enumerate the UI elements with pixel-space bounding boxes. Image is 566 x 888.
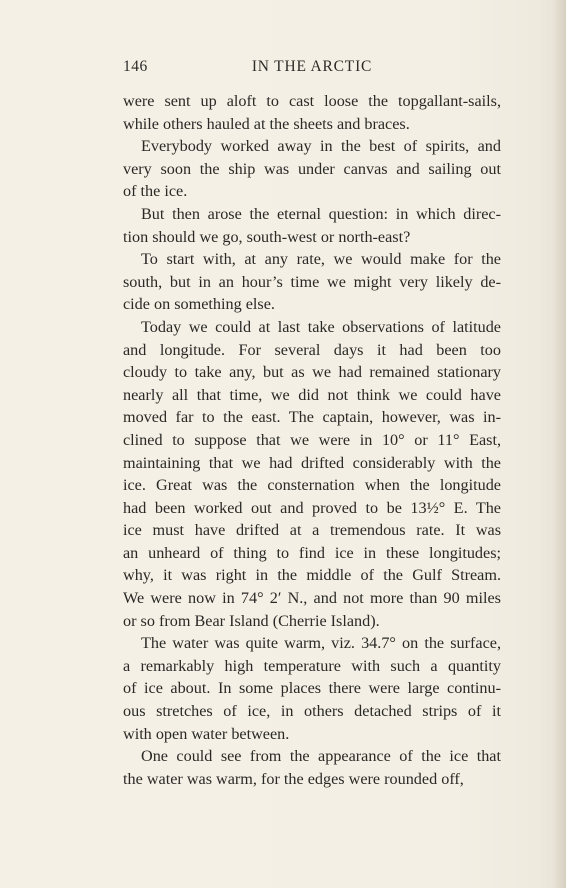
text-line: why, it was right in the middle of the Gulf Stream. [123,566,501,585]
text-line: of the ice. [123,182,188,201]
text-line: ice must have drifted at a tremendous rate. It was [123,521,501,540]
text-line: very soon the ship was under canvas and sailing out [123,159,501,178]
paragraph [123,248,501,316]
text-line: maintaining that we had drifted considerably with the [123,453,501,472]
text-line: cloudy to take any, but as we had remained stationary [123,363,501,382]
paragraph [123,632,501,745]
text-line: a remarkably high temperature with such a quantity [123,656,501,675]
page-number: 146 [123,58,148,75]
paragraph [123,745,501,790]
text-line: Today we could at last take observations of latitude [141,317,501,336]
text-line: or so from Bear Island (Cherrie Island). [123,611,380,630]
paragraph [123,203,501,248]
text-line: south, but in an hour’s time we might very likely de- [123,272,501,291]
paragraph [123,90,501,135]
text-line: were sent up aloft to cast loose the topgallant-sails, [123,92,501,110]
text-line: moved far to the east. The captain, however, was in- [123,408,501,427]
text-line: an unheard of thing to find ice in these longitudes; [123,543,501,562]
text-line: and longitude. For several days it had been too [123,340,501,359]
text-line: One could see from the appearance of the ice that [141,747,501,766]
paragraph [123,135,501,203]
page-edge-shadow [552,0,566,888]
text-line: ous stretches of ice, in others detached strips of it [123,702,501,721]
text-line: the water was warm, for the edges were rounded off, [123,769,464,788]
paragraph [123,316,501,632]
text-line: But then arose the eternal question: in which direc- [141,204,501,223]
running-title: IN THE ARCTIC [251,58,373,75]
text-line: of ice about. In some places there were large continu- [123,679,501,698]
text-line: We were now in 74° 2′ N., and not more than 90 miles [123,589,501,608]
text-line: To start with, at any rate, we would make for the [141,250,501,269]
text-line: while others hauled at the sheets and braces. [123,114,410,133]
text-line: tion should we go, south-west or north-east? [123,227,411,246]
text-line: with open water between. [123,724,290,743]
text-line: cide on something else. [123,295,275,314]
text-line: The water was quite warm, viz. 34.7° on the surface, [141,634,501,653]
text-line: clined to suppose that we were in 10° or 11° East, [123,430,501,449]
page-header [123,58,501,80]
text-line: Everybody worked away in the best of spirits, and [141,137,501,156]
text-line: nearly all that time, we did not think we could have [123,385,501,404]
text-line: ice. Great was the consternation when the longitude [123,476,501,495]
text-line: had been worked out and proved to be 13½° E. The [123,498,501,517]
body-text [123,90,501,790]
